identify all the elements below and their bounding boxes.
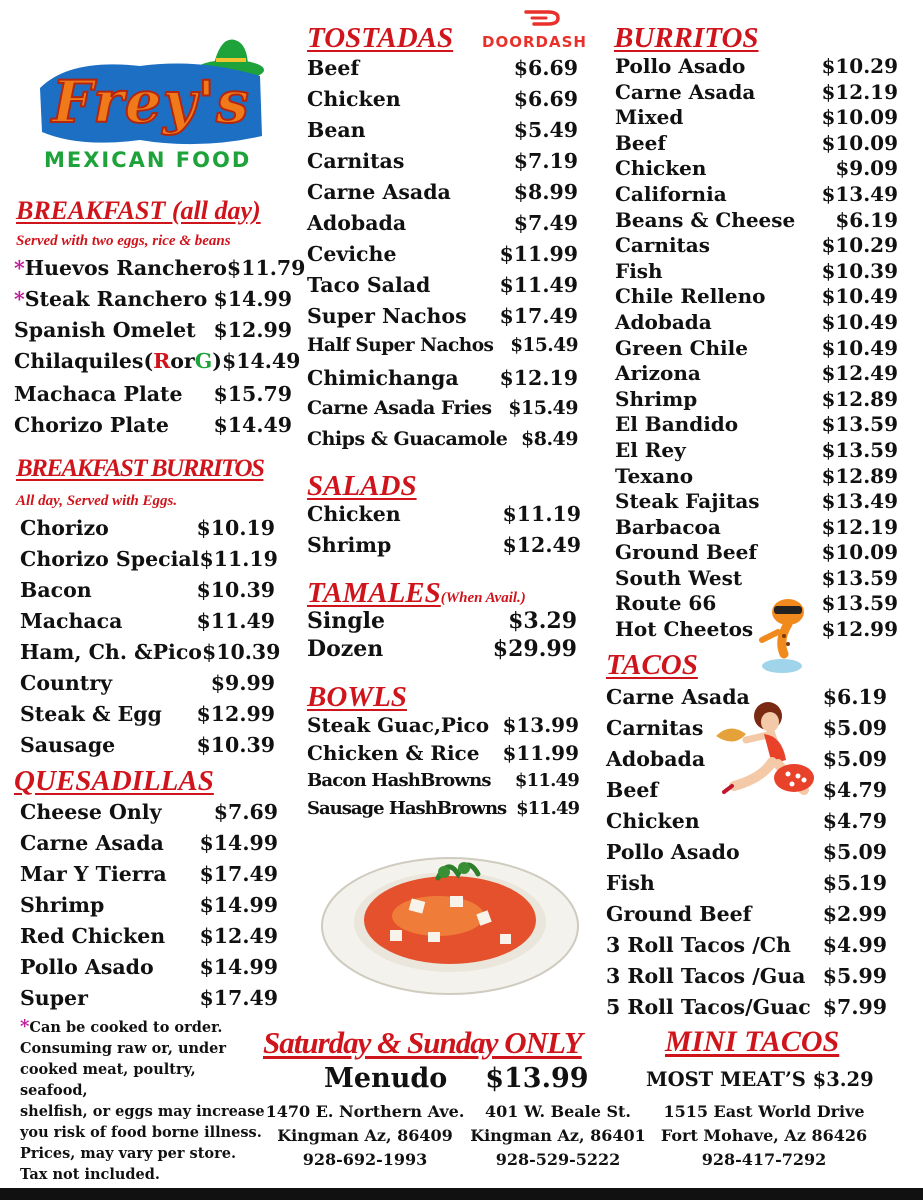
menu-item: Sausage HashBrowns $11.49 <box>307 798 579 819</box>
quesadillas-title: QUESADILLAS <box>14 765 214 797</box>
menudo-name: Menudo <box>324 1063 448 1094</box>
menu-item: Chicken $6.69 <box>307 87 578 111</box>
menu-item: Steak Fajitas $13.49 <box>615 489 898 514</box>
menu-item: Texano $12.89 <box>615 463 898 488</box>
menu-item: Fish $10.39 <box>615 258 898 283</box>
menu-item: Super Nachos $17.49 <box>307 304 578 328</box>
menu-item: Chile Relleno $10.49 <box>615 284 898 309</box>
soup-bowl-icon <box>318 838 582 998</box>
disclaimer-line: *Can be cooked to order. <box>20 1016 223 1037</box>
menu-item: Chorizo Special $11.19 <box>20 547 278 571</box>
menu-item: Carne Asada $8.99 <box>307 180 578 204</box>
menu-item: Carnitas $5.09 <box>606 716 887 740</box>
menu-item: Chicken $9.09 <box>615 156 898 181</box>
menu-item: Beef $6.69 <box>307 56 578 80</box>
location-street: 401 W. Beale St. <box>485 1102 631 1121</box>
tacos-title: TACOS <box>606 649 698 681</box>
menu-item: Beef $4.79 <box>606 778 887 802</box>
menu-item: Pollo Asado $5.09 <box>606 840 887 864</box>
menudo-price: $13.99 <box>485 1063 589 1094</box>
menu-item: *Steak Ranchero $14.99 <box>14 287 292 311</box>
disclaimer-line: shelfish, or eggs may increase <box>20 1103 265 1120</box>
breakfast-burritos-subtitle: All day, Served with Eggs. <box>16 493 178 509</box>
location-city: Kingman Az, 86401 <box>470 1126 646 1145</box>
menu-item: Carne Asada Fries $15.49 <box>307 397 578 419</box>
menu-item: Ground Beef $2.99 <box>606 902 887 926</box>
menu-item: California $13.49 <box>615 181 898 206</box>
menu-item: Adobada $5.09 <box>606 747 887 771</box>
disclaimer-line: Tax not included. <box>20 1166 160 1183</box>
disclaimer-line: you risk of food borne illness. <box>20 1124 262 1141</box>
menu-item: Cheese Only $7.69 <box>20 800 278 824</box>
mini-tacos-line: MOST MEAT’S $3.29 <box>646 1068 874 1091</box>
disclaimer-line: Prices, may vary per store. <box>20 1145 237 1162</box>
menu-item: Mixed $10.09 <box>615 105 898 130</box>
menu-item: Chimichanga $12.19 <box>307 366 578 390</box>
menu-item: Chips & Guacamole $8.49 <box>307 428 578 450</box>
menu-item: Shrimp $12.49 <box>307 533 581 557</box>
tostadas-title: TOSTADAS <box>307 22 454 54</box>
menu-item: Mar Y Tierra $17.49 <box>20 862 278 886</box>
menu-item: Super $17.49 <box>20 986 278 1010</box>
menu-item: Carne Asada $12.19 <box>615 79 898 104</box>
menu-item: Ceviche $11.99 <box>307 242 578 266</box>
menu-item: Sausage $10.39 <box>20 733 275 757</box>
weekend-title: Saturday & Sunday ONLY <box>263 1025 582 1060</box>
disclaimer-line: cooked meat, poultry, seafood, <box>20 1061 196 1099</box>
pinup-illustration <box>712 700 834 808</box>
salads-list <box>307 502 581 564</box>
quesadillas-list <box>20 800 278 1017</box>
menu-item: Chicken $4.79 <box>606 809 887 833</box>
menu-item: Chorizo Plate $14.49 <box>14 413 292 437</box>
menu-item: Beef $10.09 <box>615 130 898 155</box>
doordash-text: DOORDASH <box>482 33 587 51</box>
menu-item: Arizona $12.49 <box>615 361 898 386</box>
menu-item: Steak & Egg $12.99 <box>20 702 275 726</box>
tamales-list <box>307 608 577 664</box>
menu-item: *Huevos Ranchero $11.79 <box>14 256 306 280</box>
location-phone: 928-417-7292 <box>701 1150 827 1169</box>
menu-item: 3 Roll Tacos /Ch $4.99 <box>606 933 887 957</box>
menu-item: El Bandido $13.59 <box>615 412 898 437</box>
menu-item: El Rey $13.59 <box>615 437 898 462</box>
logo-tagline: MEXICAN FOOD <box>44 148 252 172</box>
menu-item: Adobada $7.49 <box>307 211 578 235</box>
menu-item: Carnitas $7.19 <box>307 149 578 173</box>
menu-item: Red Chicken $12.49 <box>20 924 278 948</box>
menu-item: Single $3.29 <box>307 608 577 634</box>
location-street: 1515 East World Drive <box>663 1102 865 1121</box>
location-phone: 928-692-1993 <box>302 1150 428 1169</box>
menu-item: 5 Roll Tacos/Guac $7.99 <box>606 995 887 1019</box>
menu-item: Hot Cheetos $12.99 <box>615 617 898 642</box>
menu-item: Ground Beef $10.09 <box>615 540 898 565</box>
menu-item: Steak Guac,Pico $13.99 <box>307 713 579 737</box>
disclaimer-line: Consuming raw or, under <box>20 1040 227 1057</box>
brand-logo <box>30 28 280 178</box>
menu-item: Green Chile $10.49 <box>615 335 898 360</box>
menu-item: Chilaquiles(RorG) $14.49 <box>14 349 301 373</box>
menu-item: Machaca Plate $15.79 <box>14 382 292 406</box>
menu-item: Carnitas $10.29 <box>615 233 898 258</box>
location-2 <box>468 1100 648 1172</box>
menu-item: Half Super Nachos $15.49 <box>307 335 578 356</box>
menu-item: Carne Asada $6.19 <box>606 685 887 709</box>
menu-item: Ham, Ch. &Pico $10.39 <box>20 640 281 664</box>
menudo-image <box>318 838 582 998</box>
menu-item: Taco Salad $11.49 <box>307 273 578 297</box>
menu-item: Machaca $11.49 <box>20 609 275 633</box>
disclaimer <box>20 1016 265 1185</box>
tamales-header <box>307 577 526 610</box>
menu-item: Fish $5.19 <box>606 871 887 895</box>
breakfast-subtitle: Served with two eggs, rice & beans <box>16 233 231 249</box>
menudo-item <box>324 1063 589 1094</box>
location-phone: 928-529-5222 <box>495 1150 621 1169</box>
menu-item: Carne Asada $14.99 <box>20 831 278 855</box>
bowls-title: BOWLS <box>307 681 407 713</box>
tostadas-list <box>307 56 578 459</box>
menu-item: South West $13.59 <box>615 565 898 590</box>
breakfast-title: BREAKFAST (all day) <box>16 196 261 225</box>
menu-item: Pollo Asado $10.29 <box>615 54 898 78</box>
menu-item: Shrimp $14.99 <box>20 893 278 917</box>
mini-tacos-title: MINI TACOS <box>665 1025 840 1058</box>
menu-item: Chorizo $10.19 <box>20 516 275 540</box>
burritos-title: BURRITOS <box>614 22 759 54</box>
tamales-note: (When Avail.) <box>440 590 526 606</box>
bowls-list <box>307 713 579 826</box>
location-street: 1470 E. Northern Ave. <box>265 1102 465 1121</box>
menu-item: Bean $5.49 <box>307 118 578 142</box>
menu-item: Bacon HashBrowns $11.49 <box>307 770 579 791</box>
menu-item: Chicken $11.19 <box>307 502 581 526</box>
menu-item: Barbacoa $12.19 <box>615 514 898 539</box>
menu-item: Beans & Cheese $6.19 <box>615 207 898 232</box>
cheetah-mascot-icon <box>748 596 818 676</box>
menu-item: Spanish Omelet $12.99 <box>14 318 292 342</box>
doordash-logo <box>482 8 607 54</box>
menu-item: Shrimp $12.89 <box>615 386 898 411</box>
menu-item: Dozen $29.99 <box>307 636 577 662</box>
logo-text: Frey's <box>52 68 250 136</box>
location-city: Kingman Az, 86409 <box>277 1126 453 1145</box>
salads-title: SALADS <box>307 470 417 502</box>
bottom-border <box>0 1188 923 1200</box>
location-city: Fort Mohave, Az 86426 <box>660 1126 868 1145</box>
menu-item: Chicken & Rice $11.99 <box>307 741 579 765</box>
cheetah-mascot <box>748 596 818 676</box>
doordash-icon <box>522 8 562 28</box>
breakfast-list <box>14 256 306 444</box>
breakfast-burritos-title: BREAKFAST BURRITOS <box>16 455 264 482</box>
menu-item: Adobada $10.49 <box>615 309 898 334</box>
location-3 <box>654 1100 874 1172</box>
menu-item: 3 Roll Tacos /Gua $5.99 <box>606 964 887 988</box>
menu-item: Route 66 $13.59 <box>615 591 898 616</box>
burritos-list <box>615 54 898 643</box>
location-1 <box>262 1100 468 1172</box>
menu-item: Pollo Asado $14.99 <box>20 955 278 979</box>
menu-item: Country $9.99 <box>20 671 275 695</box>
breakfast-burritos-list <box>20 516 281 764</box>
menu-item: Bacon $10.39 <box>20 578 275 602</box>
pinup-girl-icon <box>712 700 834 808</box>
tamales-title: TAMALES <box>307 577 441 609</box>
